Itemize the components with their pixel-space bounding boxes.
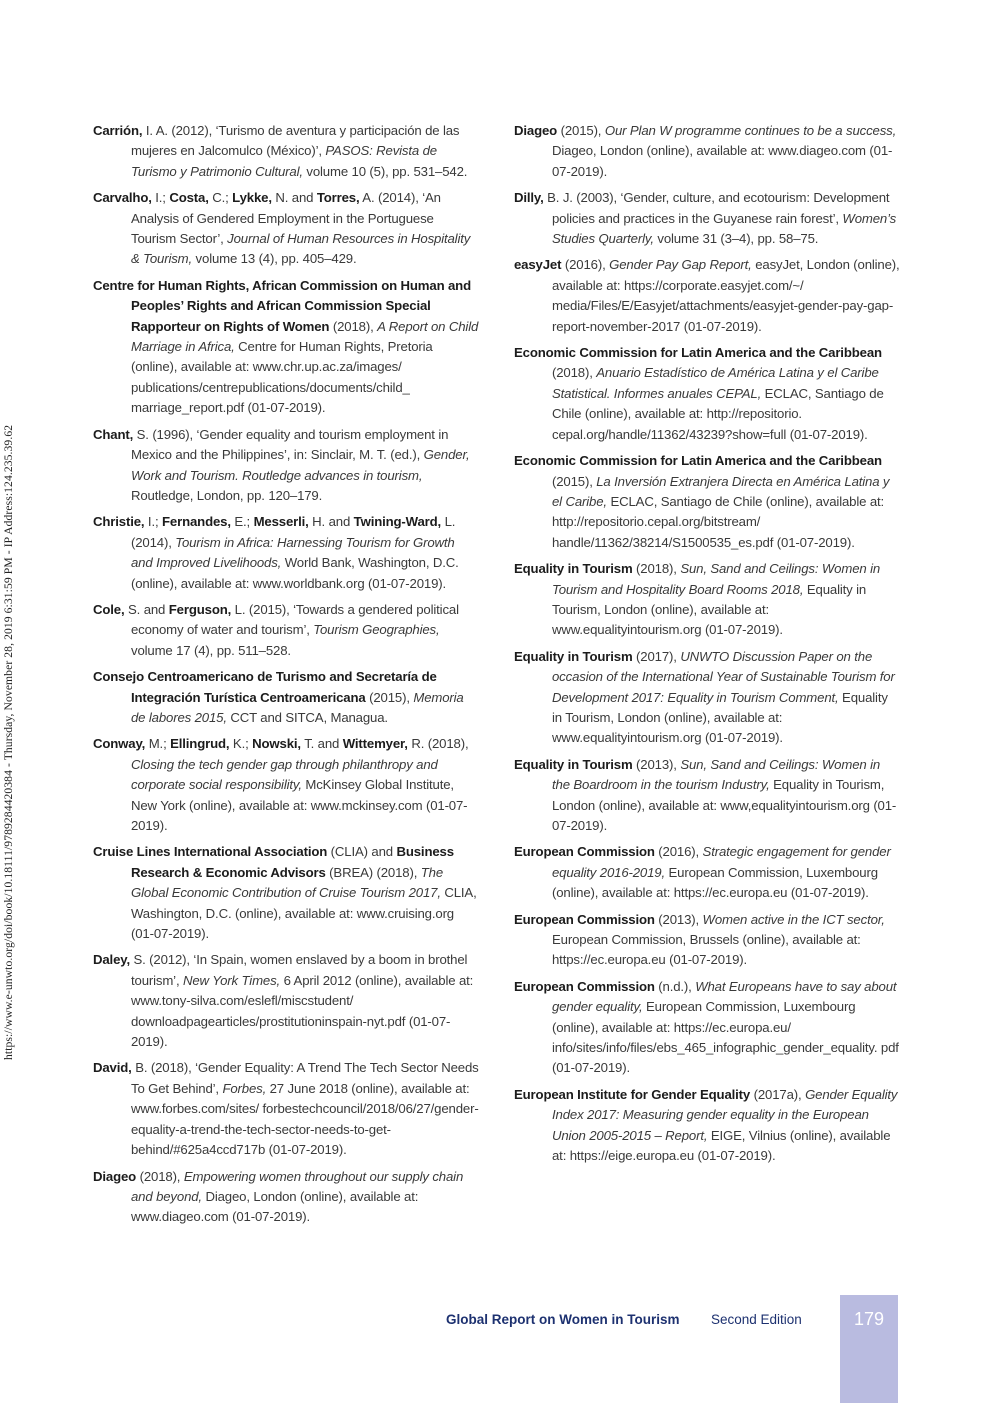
reference-text: easyJet, London (online), available at: https://corporate.easyjet.com/~/ media/Files/E/Easyjet/attachments/easyjet-gender-pay-gap-report-november-2017 (01-07-2019). bbox=[552, 257, 900, 334]
references-right-column bbox=[514, 121, 900, 1173]
reference-author: Economic Commission for Latin America and the Caribbean bbox=[514, 345, 882, 361]
reference-title: Tourism Geographies, bbox=[313, 622, 440, 638]
reference-text: B. J. (2003), ‘Gender, culture, and ecotourism: Development policies and practices in the Guyanese rain forest’, bbox=[543, 190, 890, 226]
reference-text: N. and bbox=[271, 190, 317, 206]
reference-entry bbox=[514, 755, 900, 837]
reference-title: Tourism in Africa: Harnessing Tourism for Growth and Improved Livelihoods, bbox=[131, 534, 455, 571]
reference-text: T. and bbox=[300, 736, 343, 752]
download-watermark: https://www.e-unwto.org/doi/book/10.18111/9789284420384 - Thursday, November 28, 2019 6:31:59 PM - IP Address:124.235.39.62 bbox=[2, 424, 15, 1060]
reference-entry bbox=[514, 255, 900, 337]
reference-text: (2016), bbox=[561, 257, 610, 273]
reference-title: Strategic engagement for gender equality 2016-2019, bbox=[552, 844, 891, 880]
reference-text: volume 31 (3–4), pp. 58–75. bbox=[653, 231, 819, 247]
reference-text: S. (2012), ‘In Spain, women enslaved by a boom in brothel tourism’, bbox=[129, 952, 468, 988]
reference-text: volume 17 (4), pp. 511–528. bbox=[131, 642, 291, 658]
reference-text: World Bank, Washington, D.C. (online), available at: www.worldbank.org (01-07-2019). bbox=[131, 555, 459, 591]
reference-entry bbox=[514, 842, 900, 903]
reference-text: (2013), bbox=[654, 911, 703, 927]
reference-entry bbox=[514, 343, 900, 445]
reference-author: Messerli, bbox=[253, 514, 309, 530]
reference-author: Carrión, bbox=[93, 123, 143, 138]
reference-text: volume 10 (5), pp. 531–542. bbox=[302, 163, 468, 179]
reference-text: S. and bbox=[124, 601, 169, 617]
reference-text: B. (2018), ‘Gender Equality: A Trend The Tech Sector Needs To Get Behind’, bbox=[131, 1060, 479, 1096]
reference-entry bbox=[514, 451, 900, 553]
reference-author: Chant, bbox=[93, 426, 134, 442]
reference-title: Our Plan W programme continues to be a success, bbox=[604, 123, 897, 138]
reference-text: Diageo, London (online), available at: www.diageo.com (01-07-2019). bbox=[552, 143, 893, 179]
reference-text: EIGE, Vilnius (online), available at: https://eige.europa.eu (01-07-2019). bbox=[552, 1127, 891, 1164]
reference-title: What Europeans have to say about gender equality, bbox=[552, 978, 897, 1015]
reference-text: 6 April 2012 (online), available at: www.tony-silva.com/eslefl/miscstudent/ downloadpagearticles/prostitutioninspain-nyt.pdf (01-07-2019). bbox=[131, 972, 474, 1050]
footer-report-title: Global Report on Women in Tourism bbox=[446, 1312, 680, 1327]
reference-entry bbox=[93, 188, 479, 270]
reference-title: Gender, Work and Tourism. Routledge advances in tourism, bbox=[131, 447, 470, 483]
reference-author: Business Research & Economic Advisors bbox=[131, 844, 454, 880]
reference-author: Torres, bbox=[316, 190, 360, 206]
reference-entry bbox=[514, 647, 900, 749]
reference-author: Diageo bbox=[514, 123, 558, 138]
reference-text: (2018), bbox=[136, 1168, 184, 1184]
reference-author: Centre for Human Rights, African Commission on Human and Peoples’ Rights and African Commission Special Rapporteur on Rights of Women bbox=[93, 277, 471, 334]
reference-entry bbox=[93, 512, 479, 594]
reference-title: Journal of Human Resources in Hospitality & Tourism, bbox=[131, 231, 471, 267]
reference-text: Equality in Tourism, London (online), available at: www,equalityintourism.org (01-07-2019). bbox=[552, 777, 897, 833]
reference-author: Costa, bbox=[169, 190, 209, 206]
reference-text: volume 13 (4), pp. 405–429. bbox=[192, 251, 357, 267]
reference-text: K.; bbox=[229, 736, 253, 752]
reference-author: Equality in Tourism bbox=[514, 756, 633, 772]
reference-author: Economic Commission for Latin America and the Caribbean bbox=[514, 453, 882, 469]
reference-text: M.; bbox=[145, 736, 171, 752]
reference-title: Memoria de labores 2015, bbox=[131, 689, 464, 725]
reference-title: Anuario Estadístico de América Latina y el Caribe Statistical. Informes anuales CEPAL, bbox=[552, 365, 879, 401]
footer-edition: Second Edition bbox=[711, 1312, 802, 1327]
reference-text: L. (2015), ‘Towards a gendered political economy of water and tourism’, bbox=[131, 601, 459, 638]
reference-text: (2015), bbox=[552, 473, 597, 489]
reference-text: (2015), bbox=[557, 123, 605, 138]
reference-text: L. (2014), bbox=[131, 514, 456, 550]
reference-text: Diageo, London (online), available at: www.diageo.com (01-07-2019). bbox=[131, 1188, 419, 1225]
reference-author: Twining-Ward, bbox=[353, 514, 442, 530]
reference-entry bbox=[93, 1167, 479, 1228]
reference-text: CCT and SITCA, Managua. bbox=[226, 709, 388, 725]
reference-text: (2017a), bbox=[750, 1086, 806, 1102]
reference-title: La Inversión Extranjera Directa en América Latina y el Caribe, bbox=[552, 473, 890, 509]
reference-title: PASOS: Revista de Turismo y Patrimonio Cultural, bbox=[131, 143, 437, 179]
reference-author: European Commission bbox=[514, 844, 655, 860]
reference-text: I.; bbox=[151, 190, 170, 206]
reference-title: Women’s Studies Quarterly, bbox=[552, 210, 897, 247]
reference-title: Gender Equality Index 2017: Measuring gender equality in the European Union 2005-2015 – Report, bbox=[552, 1086, 898, 1143]
reference-title: Sun, Sand and Ceilings: Women in the Boardroom in the tourism Industry, bbox=[552, 756, 881, 793]
reference-text: (BREA) (2018), bbox=[325, 864, 421, 880]
reference-text: (2015), bbox=[365, 689, 414, 705]
reference-text: European Commission, Luxembourg (online), available at: https://ec.europa.eu/ info/sites/info/files/ebs_465_infographic_gender_equality. pdf (01-07-2019). bbox=[552, 999, 899, 1076]
reference-text: CLIA, Washington, D.C. (online), available at: www.cruising.org (01-07-2019). bbox=[131, 885, 477, 942]
reference-author: Ellingrud, bbox=[170, 736, 230, 752]
reference-entry bbox=[93, 600, 479, 661]
reference-title: New York Times, bbox=[183, 972, 281, 988]
reference-text: McKinsey Global Institute, New York (online), available at: www.mckinsey.com (01-07-2019). bbox=[131, 777, 468, 833]
reference-entry bbox=[93, 425, 479, 507]
reference-author: Nowski, bbox=[252, 736, 301, 752]
reference-author: Christie, bbox=[93, 514, 145, 530]
reference-text: (2016), bbox=[654, 844, 703, 860]
reference-text: S. (1996), ‘Gender equality and tourism employment in Mexico and the Philippines’, in: Sinclair, M. T. (ed.), bbox=[131, 426, 449, 463]
reference-entry bbox=[514, 1085, 900, 1167]
reference-author: Cole, bbox=[93, 601, 125, 617]
reference-author: Lykke, bbox=[232, 190, 272, 206]
reference-author: Conway, bbox=[93, 736, 146, 752]
reference-entry bbox=[93, 1058, 479, 1160]
reference-text: ECLAC, Santiago de Chile (online), available at: http://repositorio.cepal.org/bitstream/ handle/11362/38214/S1500535_es.pdf (01-07-2019). bbox=[552, 493, 885, 550]
reference-text: (2018), bbox=[329, 318, 378, 334]
reference-text: 27 June 2018 (online), available at: www.forbes.com/sites/ forbestechcouncil/2018/06/27/gender-equality-a-trend-the-tech-sector-needs-to-get-behind/#625a4ccd717b (01-07-2019). bbox=[131, 1080, 479, 1158]
reference-author: Wittemyer, bbox=[342, 736, 408, 752]
reference-author: European Institute for Gender Equality bbox=[514, 1086, 751, 1102]
reference-text: ECLAC, Santiago de Chile (online), available at: http://repositorio. cepal.org/handle/11362/43239?show=full (01-07-2019). bbox=[552, 385, 884, 442]
reference-author: Carvalho, bbox=[93, 190, 152, 206]
reference-author: David, bbox=[93, 1060, 132, 1076]
reference-text: C.; bbox=[208, 190, 233, 206]
reference-text: (2018), bbox=[632, 561, 681, 577]
reference-text: A. (2014), ‘An Analysis of Gendered Employment in the Portuguese Tourism Sector’, bbox=[131, 190, 441, 247]
reference-text: R. (2018), bbox=[407, 736, 469, 752]
reference-author: Dilly, bbox=[514, 190, 544, 206]
reference-entry bbox=[93, 276, 479, 419]
reference-text: (2018), bbox=[552, 365, 597, 381]
reference-title: Closing the tech gender gap through philanthropy and corporate social responsibility, bbox=[131, 756, 438, 793]
reference-text: European Commission, Luxembourg (online), available at: https://ec.europa.eu (01-07-2019). bbox=[552, 864, 878, 901]
reference-text: (CLIA) and bbox=[327, 844, 397, 860]
reference-author: Equality in Tourism bbox=[514, 561, 633, 577]
reference-author: Consejo Centroamericano de Turismo and Secretaría de Integración Turística Centroamericana bbox=[93, 669, 437, 705]
reference-entry bbox=[514, 188, 900, 249]
reference-entry bbox=[93, 950, 479, 1052]
reference-entry bbox=[514, 977, 900, 1079]
reference-title: Empowering women throughout our supply chain and beyond, bbox=[131, 1168, 464, 1204]
reference-text: Centre for Human Rights, Pretoria (online), available at: www.chr.up.ac.za/images/ publications/centrepublications/documents/child_ marriage_report.pdf (01-07-2019). bbox=[131, 339, 433, 416]
reference-entry bbox=[514, 121, 900, 182]
reference-text: E.; bbox=[230, 514, 254, 530]
reference-title: Gender Pay Gap Report, bbox=[609, 257, 752, 273]
page-number: 179 bbox=[853, 1309, 885, 1329]
reference-text: Equality in Tourism, London (online), available at: www.equalityintourism.org (01-07-2019). bbox=[552, 581, 867, 638]
reference-text: Routledge, London, pp. 120–179. bbox=[131, 487, 323, 503]
reference-text: (n.d.), bbox=[654, 978, 696, 994]
reference-author: Daley, bbox=[93, 952, 130, 968]
references-left-column bbox=[93, 121, 479, 1234]
reference-text: European Commission, Brussels (online), available at: https://ec.europa.eu (01-07-2019). bbox=[552, 932, 861, 968]
reference-text: Equality in Tourism, London (online), available at: www.equalityintourism.org (01-07-2019). bbox=[552, 689, 888, 746]
reference-text: I. A. (2012), ‘Turismo de aventura y participación de las mujeres en Jalcomulco (México)’, bbox=[131, 123, 460, 159]
reference-author: Cruise Lines International Association bbox=[93, 844, 328, 860]
reference-text: H. and bbox=[308, 514, 354, 530]
reference-title: The Global Economic Contribution of Cruise Tourism 2017, bbox=[131, 864, 444, 901]
reference-entry bbox=[93, 667, 479, 728]
reference-author: easyJet bbox=[514, 257, 562, 273]
reference-title: Sun, Sand and Ceilings: Women in Tourism and Hospitality Board Rooms 2018, bbox=[552, 561, 881, 597]
reference-author: Equality in Tourism bbox=[514, 648, 633, 664]
reference-author: Diageo bbox=[93, 1168, 137, 1184]
reference-author: European Commission bbox=[514, 978, 655, 994]
reference-author: European Commission bbox=[514, 911, 655, 927]
reference-text: (2013), bbox=[632, 756, 681, 772]
reference-entry bbox=[93, 842, 479, 944]
reference-text: (2017), bbox=[632, 648, 681, 664]
reference-text: I.; bbox=[144, 514, 162, 530]
reference-title: UNWTO Discussion Paper on the occasion of the International Year of Sustainable Tourism for Development 2017: Equality in Tourism Comment, bbox=[552, 648, 895, 705]
reference-entry bbox=[514, 559, 900, 641]
page-number-tab bbox=[840, 1295, 898, 1403]
reference-title: Forbes, bbox=[222, 1080, 267, 1096]
reference-entry bbox=[93, 734, 479, 836]
reference-title: A Report on Child Marriage in Africa, bbox=[131, 318, 479, 355]
reference-author: Fernandes, bbox=[162, 514, 231, 530]
reference-title: Women active in the ICT sector, bbox=[702, 911, 885, 927]
reference-entry bbox=[93, 121, 479, 182]
reference-author: Ferguson, bbox=[168, 601, 232, 617]
reference-entry bbox=[514, 910, 900, 971]
